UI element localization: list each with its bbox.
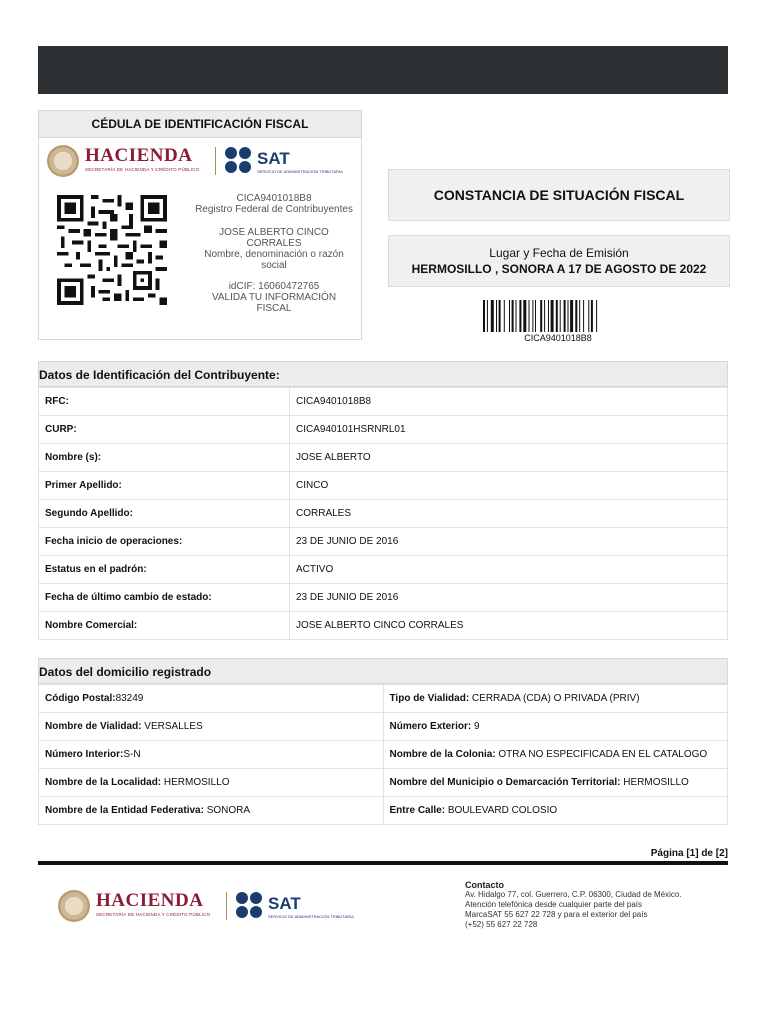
cell-value: HERMOSILLO — [620, 777, 689, 788]
domicilio-cell — [39, 741, 384, 769]
row-value: CICA9401018B8 — [290, 388, 728, 416]
domicilio-cell — [383, 685, 728, 713]
table-row — [39, 556, 728, 584]
page-number: Página [1] de [2] — [650, 848, 728, 859]
contact-line: MarcaSAT 55 627 22 728 y para el exterior del país — [465, 910, 648, 919]
row-label: Estatus en el padrón: — [39, 556, 290, 584]
hacienda-seal-icon — [58, 890, 90, 922]
cell-value: VERSALLES — [141, 721, 203, 732]
row-label: RFC: — [39, 388, 290, 416]
cedula-nombre-line2: CORRALES — [246, 238, 302, 249]
constancia-title: CONSTANCIA DE SITUACIÓN FISCAL — [388, 169, 730, 221]
row-value: CORRALES — [290, 500, 728, 528]
cell-value: S-N — [123, 749, 141, 760]
row-value: CINCO — [290, 472, 728, 500]
table-row — [39, 500, 728, 528]
cedula-rfc: CICA9401018B8 — [236, 193, 312, 204]
row-value: 23 DE JUNIO DE 2016 — [290, 528, 728, 556]
domicilio-cell — [39, 685, 384, 713]
contact-line: Atención telefónica desde cualquier parte del país — [465, 900, 643, 909]
cell-label: Código Postal: — [45, 693, 116, 704]
identificacion-title: Datos de Identificación del Contribuyente: — [38, 361, 728, 387]
emision-value: HERMOSILLO , SONORA A 17 DE AGOSTO DE 2022 — [411, 262, 707, 276]
footer-logos — [56, 888, 356, 928]
cell-label: Número Interior: — [45, 749, 124, 760]
sat-logo-subtitle: SERVICIO DE ADMINISTRACIÓN TRIBUTARIA — [257, 169, 343, 174]
domicilio-cell — [39, 769, 384, 797]
barcode-icon — [483, 300, 633, 332]
row-value: JOSE ALBERTO — [290, 444, 728, 472]
cell-label: Nombre de la Localidad: — [45, 777, 162, 788]
cell-value: CERRADA (CDA) O PRIVADA (PRIV) — [469, 693, 640, 704]
qr-code-icon — [57, 195, 167, 305]
table-row — [39, 528, 728, 556]
sat-logo-text: SAT — [268, 894, 301, 913]
domicilio-cell — [383, 797, 728, 825]
table-row — [39, 472, 728, 500]
domicilio-cell — [383, 769, 728, 797]
cell-label: Número Exterior: — [389, 721, 472, 732]
table-row — [39, 388, 728, 416]
domicilio-table — [38, 684, 728, 825]
cell-label: Nombre de la Entidad Federativa: — [45, 805, 204, 816]
row-label: Nombre (s): — [39, 444, 290, 472]
table-row — [39, 416, 728, 444]
cell-value: HERMOSILLO — [161, 777, 230, 788]
table-row — [39, 444, 728, 472]
cedula-nombre-line1: JOSE ALBERTO CINCO — [219, 227, 329, 238]
row-value: ACTIVO — [290, 556, 728, 584]
row-label: Segundo Apellido: — [39, 500, 290, 528]
cedula-card — [38, 110, 362, 340]
contact-line: Av. Hidalgo 77, col. Guerrero, C.P. 06300, Ciudad de México. — [465, 890, 682, 899]
row-value: 23 DE JUNIO DE 2016 — [290, 584, 728, 612]
hacienda-logo-text: HACIENDA — [96, 890, 204, 911]
table-row — [39, 713, 728, 741]
cell-value: 9 — [471, 721, 480, 732]
cedula-nombre-label-line2: social — [261, 260, 287, 271]
table-row — [39, 612, 728, 640]
sat-logo-subtitle: SERVICIO DE ADMINISTRACIÓN TRIBUTARIA — [268, 914, 354, 919]
row-label: Nombre Comercial: — [39, 612, 290, 640]
cell-label: Nombre de la Colonia: — [389, 749, 496, 760]
cedula-logos — [45, 143, 355, 183]
cedula-info — [189, 193, 359, 314]
cedula-title: CÉDULA DE IDENTIFICACIÓN FISCAL — [39, 111, 361, 138]
domicilio-title: Datos del domicilio registrado — [38, 658, 728, 684]
hacienda-logo-text: HACIENDA — [85, 145, 193, 166]
cell-label: Entre Calle: — [389, 805, 446, 816]
cell-value: OTRA NO ESPECIFICADA EN EL CATALOGO — [495, 749, 708, 760]
sat-logo-icon — [225, 147, 253, 173]
cedula-idcif: idCIF: 16060472765 — [228, 281, 320, 292]
row-label: Primer Apellido: — [39, 472, 290, 500]
table-row — [39, 769, 728, 797]
table-row — [39, 685, 728, 713]
hacienda-logo-subtitle: SECRETARÍA DE HACIENDA Y CRÉDITO PÚBLICO — [96, 912, 211, 917]
row-label: Fecha inicio de operaciones: — [39, 528, 290, 556]
table-row — [39, 797, 728, 825]
domicilio-cell — [39, 797, 384, 825]
sat-logo-text: SAT — [257, 149, 290, 168]
hacienda-seal-icon — [47, 145, 79, 177]
cell-value: SONORA — [203, 805, 251, 816]
row-label: Fecha de último cambio de estado: — [39, 584, 290, 612]
hacienda-logo-subtitle: SECRETARÍA DE HACIENDA Y CRÉDITO PÚBLICO — [85, 167, 200, 172]
barcode-text: CICA9401018B8 — [524, 333, 592, 343]
logo-divider — [215, 147, 216, 175]
top-header-bar — [38, 46, 728, 94]
domicilio-cell — [383, 713, 728, 741]
cell-label: Nombre de Vialidad: — [45, 721, 142, 732]
cedula-rfc-label: Registro Federal de Contribuyentes — [195, 204, 353, 215]
cell-label: Nombre del Municipio o Demarcación Territorial: — [389, 777, 621, 788]
cell-value: BOULEVARD COLOSIO — [445, 805, 558, 816]
cell-label: Tipo de Vialidad: — [389, 693, 470, 704]
cedula-valida-line1: VALIDA TU INFORMACIÓN — [211, 292, 337, 303]
logo-divider — [226, 892, 227, 920]
row-label: CURP: — [39, 416, 290, 444]
table-row — [39, 741, 728, 769]
domicilio-cell — [39, 713, 384, 741]
cedula-nombre-label-line1: Nombre, denominación o razón — [204, 249, 344, 260]
sat-logo-icon — [236, 892, 264, 918]
emision-box — [388, 235, 730, 287]
contact-title: Contacto — [465, 880, 504, 890]
row-value: JOSE ALBERTO CINCO CORRALES — [290, 612, 728, 640]
emision-label: Lugar y Fecha de Emisión — [489, 246, 629, 260]
domicilio-cell — [383, 741, 728, 769]
cedula-valida-line2: FISCAL — [256, 303, 292, 314]
cell-value: 83249 — [115, 693, 144, 704]
identificacion-table — [38, 387, 728, 640]
contact-block — [465, 880, 735, 930]
table-row — [39, 584, 728, 612]
contact-line: (+52) 55 627 22 728 — [465, 920, 538, 929]
row-value: CICA940101HSRNRL01 — [290, 416, 728, 444]
footer-rule — [38, 861, 728, 865]
